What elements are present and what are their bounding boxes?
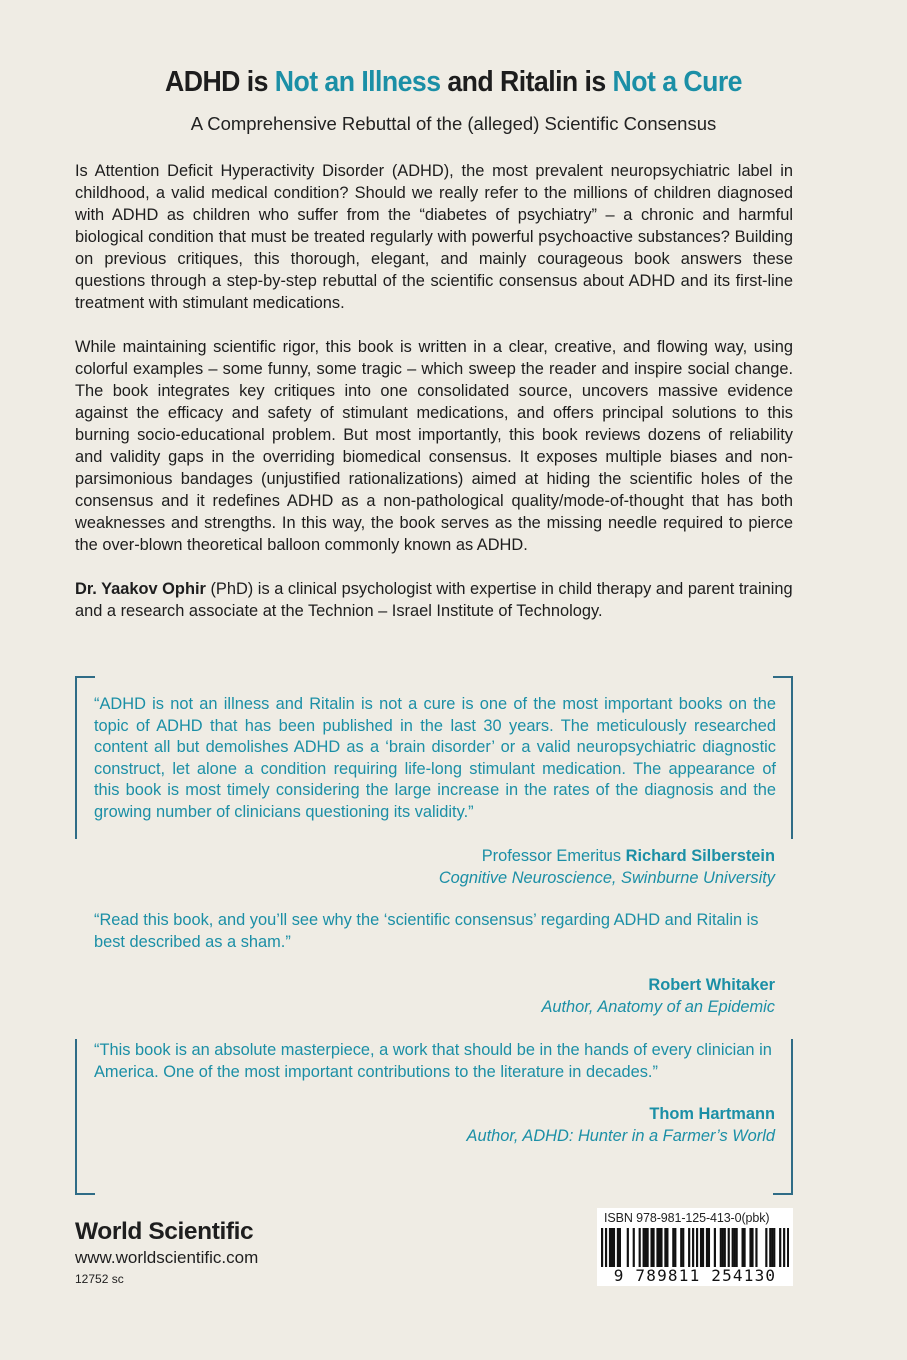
barcode-bar [787,1228,789,1268]
barcode-bar [720,1228,722,1268]
barcode-bar [722,1228,724,1268]
barcode-bar [650,1228,652,1268]
barcode-digits: 9 789811 254130 [597,1267,793,1285]
author-bio [75,578,793,622]
barcode-bar [734,1228,736,1268]
barcode-bar [652,1228,654,1268]
barcode-bars [601,1228,789,1268]
endorser-name: Thom Hartmann [649,1105,775,1123]
barcode-bar [702,1228,704,1268]
barcode-bar [773,1228,775,1268]
barcode-bar [696,1228,698,1268]
endorsement-attribution-2 [541,974,775,1018]
product-code: 12752 sc [75,1272,124,1286]
barcode-bar [660,1228,662,1268]
isbn-barcode [597,1208,793,1286]
barcode-bar [751,1228,753,1268]
barcode-bar [643,1228,645,1268]
barcode-bar [736,1228,738,1268]
author-name: Dr. Yaakov Ophir [75,580,206,598]
endorsement-attribution-3 [467,1103,775,1147]
endorser-title: Professor Emeritus [481,847,626,865]
barcode-bar [783,1228,785,1268]
endorsement-quote-1: “ADHD is not an illness and Ritalin is not a cure is one of the most important books on the topic of ADHD that has been published in the last 30 years. The meticulously researched content all but demolishes ADHD as a ‘brain disorder’ or a valid neuropsychiatric diagnostic construct, let alone a condition requiring life-long stimulant medication. The appearance of this book is most timely considering the large increase in the rates of the diagnosis and the growing number of clinicians questioning its validity.” [94,695,776,821]
barcode-bar [666,1228,668,1268]
barcode-bar [765,1228,767,1268]
endorser-role: Author, ADHD: Hunter in a Farmer’s World [466,1127,775,1145]
barcode-bar [627,1228,629,1268]
barcode-bar [658,1228,660,1268]
endorser-role: Author, Anatomy of an Epidemic [541,998,775,1016]
barcode-bar [680,1228,682,1268]
barcode-bar [672,1228,674,1268]
endorsement-attribution-1 [439,845,775,889]
title-part-1: ADHD is [165,66,275,98]
barcode-bar [771,1228,773,1268]
barcode-bar [639,1228,641,1268]
barcode-bar [617,1228,619,1268]
endorsement-quote-3: “This book is an absolute masterpiece, a work that should be in the hands of every clinician in America. One of the most important contributions to the literature in decades.” [94,1041,772,1081]
isbn-label: ISBN 978-981-125-413-0(pbk) [604,1211,770,1225]
barcode-bar [619,1228,621,1268]
barcode-bar [645,1228,647,1268]
barcode-bar [779,1228,781,1268]
publisher-block [75,1218,258,1287]
barcode-bar [742,1228,744,1268]
description-paragraph-1: Is Attention Deficit Hyperactivity Disorder (ADHD), the most prevalent neuropsychiatric label in childhood, a valid medical condition? Should we really refer to the millions of children diagnosed with ADHD as children who suffer from the “diabetes of psychiatry” – a chronic and harmful biological condition that must be treated regularly with powerful psychoactive substances? Building on previous critiques, this thorough, elegant, and mainly courageous book answers these questions through a step-by-step rebuttal of the scientific consensus about ADHD and its first-line treatment with stimulant medications. [75,162,793,312]
title-part-2: and Ritalin is [440,66,613,98]
barcode-bar [601,1228,603,1268]
barcode-bar [714,1228,716,1268]
barcode-bar [706,1228,708,1268]
barcode-bar [647,1228,649,1268]
book-subtitle: A Comprehensive Rebuttal of the (alleged) Scientific Consensus [190,113,717,134]
barcode-bar [633,1228,635,1268]
endorser-name: Richard Silberstein [625,847,775,865]
endorser-name: Robert Whitaker [648,976,775,994]
endorser-role: Cognitive Neuroscience, Swinburne University [438,869,775,887]
barcode-bar [769,1228,771,1268]
barcode-bar [682,1228,684,1268]
barcode-bar [605,1228,607,1268]
barcode-bar [708,1228,710,1268]
publisher-url: www.worldscientific.com [75,1248,259,1267]
barcode-bar [613,1228,615,1268]
description-paragraph-2: While maintaining scientific rigor, this book is written in a clear, creative, and flowing way, using colorful examples – some funny, some tragic – which sweep the reader and inspire social change. The book integrates key critiques into one consolidated source, uncovers massive evidence against the efficacy and safety of stimulant medications, and offers principal solutions to this burning socio-educational problem. But most importantly, this book reviews dozens of reliability and validity gaps in the overriding biomedical consensus. It exposes multiple biases and non-parsimonious bandages (unjustified rationalizations) aimed at hiding the scientific holes of the consensus and it redefines ADHD as a non-pathological quality/mode-of-thought that has both weaknesses and strengths. In this way, the book serves as the missing needle required to pierce the over-blown theoretical balloon commonly known as ADHD. [75,338,793,554]
barcode-bar [743,1228,745,1268]
barcode-bar [728,1228,730,1268]
barcode-bar [749,1228,751,1268]
endorsement-quote-2: “Read this book, and you’ll see why the ‘scientific consensus’ regarding ADHD and Ritalin is best described as a sham.” [94,911,759,951]
title-accent-1: Not an Illness [274,66,441,98]
barcode-bar [732,1228,734,1268]
title-accent-2: Not a Cure [612,66,742,98]
barcode-bar [609,1228,611,1268]
barcode-bar [724,1228,726,1268]
publisher-name: World Scientific [75,1218,254,1245]
barcode-bar [755,1228,757,1268]
barcode-bar [700,1228,702,1268]
barcode-bar [664,1228,666,1268]
barcode-bar [688,1228,690,1268]
author-bio-text: (PhD) is a clinical psychologist with expertise in child therapy and parent training and a research associate at the Technion – Israel Institute of Technology. [75,580,793,620]
barcode-bar [611,1228,613,1268]
barcode-bar [656,1228,658,1268]
book-title [36,66,870,99]
barcode-bar [692,1228,694,1268]
barcode-bar [674,1228,676,1268]
